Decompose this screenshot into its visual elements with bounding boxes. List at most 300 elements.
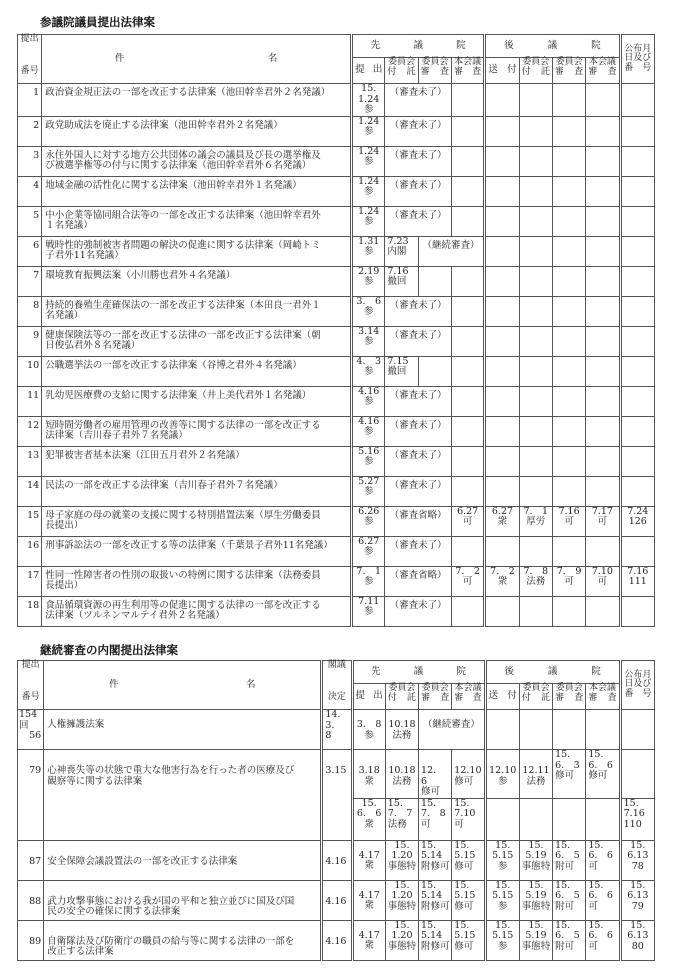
committee-review-2 <box>552 326 585 356</box>
committee-review-2-line: 可 <box>564 516 574 527</box>
header-bill-name <box>42 35 352 84</box>
bill-row <box>18 146 655 176</box>
header-plenary-review <box>452 684 485 710</box>
header-char: 議 <box>547 665 558 677</box>
committee-review <box>419 880 452 920</box>
committee-referral-2 <box>519 840 552 880</box>
bill-number-value: 89 <box>29 935 42 947</box>
header-committee-refer-line: 委員会 <box>388 683 416 693</box>
header-promulgation <box>620 661 654 710</box>
submit-date-line: 参 <box>363 276 374 287</box>
bill-title-line: 犯罪被害者基本法案（江田五月君外２名発議） <box>45 449 245 461</box>
header-plenary-review-2-char: 査 <box>607 692 617 703</box>
bill-title-line: 民法の一部を改正する法律案（吉川春子君外７名発議） <box>45 479 283 491</box>
committee-review-2 <box>552 356 585 386</box>
plenary-review-2 <box>586 116 620 146</box>
bill-number <box>18 326 42 356</box>
bill-number <box>18 596 42 626</box>
send-date <box>485 566 519 596</box>
bill-number <box>18 536 42 566</box>
header-committee-review-char: 審 <box>420 66 430 77</box>
header-committee-refer-line: 委員会 <box>388 57 416 67</box>
plenary-review-2 <box>586 84 620 117</box>
header-first-house-label <box>354 41 482 52</box>
bill-title-line: 性同一性障害者の性別の取扱いの特例に関する法律案（法務委員 <box>45 569 321 581</box>
promulgation-line: 15. <box>630 839 646 851</box>
status-annotation: （審査未了） <box>385 146 452 176</box>
header-cabinet-decision <box>322 661 352 710</box>
header-submit-label <box>354 65 383 76</box>
committee-referral <box>385 266 418 296</box>
submit-date <box>352 84 385 117</box>
bill-title-line: 改正する法律案 <box>47 946 114 957</box>
bill-row <box>18 386 655 416</box>
header-name-char: 件 <box>114 52 125 64</box>
promulgation-line: 15. <box>630 919 646 931</box>
header-second-house-label <box>488 667 618 678</box>
bill-number <box>18 356 42 386</box>
submit-date-line: 参 <box>363 216 374 227</box>
cabinet-decision-date-line: 4.16 <box>325 935 347 947</box>
committee-review <box>419 920 452 960</box>
bill-title <box>42 326 352 356</box>
send-date-line: 7. 2 <box>490 565 515 577</box>
plenary-review-2 <box>586 326 620 356</box>
submit-date <box>352 296 385 326</box>
header-bill-no-top: 提出 <box>21 660 40 670</box>
plenary-review-2 <box>586 176 620 206</box>
bill-title-line: 法律案（吉川春子君外７名発議） <box>45 430 188 441</box>
status-annotation: （継続審査） <box>419 710 486 750</box>
committee-referral <box>385 710 418 750</box>
promulgation-line: 7.16 <box>627 565 649 577</box>
plenary-review <box>451 416 484 446</box>
promulgation <box>620 236 654 266</box>
bill-title <box>44 750 322 841</box>
cabinet-decision-date <box>322 920 352 960</box>
submit-date-line: 4.17 <box>358 929 380 941</box>
bill-title <box>42 506 352 536</box>
committee-review-line: 15. <box>421 919 437 931</box>
header-submit <box>352 684 385 710</box>
header-committee-review-2-line: 委員会 <box>555 683 583 693</box>
bill-title-line: 名発議） <box>45 310 84 321</box>
promulgation <box>620 710 654 750</box>
bill-title-line: 日俊弘君外８名発議） <box>45 340 141 351</box>
bill-title-line: 刑事訴訟法の一部を改正する等の法律案（千葉景子君外11名発議） <box>45 539 333 551</box>
header-plenary-review-2-char: 査 <box>607 66 617 77</box>
plenary-review-2-line: 可 <box>597 576 608 587</box>
bill-number <box>18 236 42 266</box>
plenary-review-2 <box>586 840 620 880</box>
bill-title-line: 長提出） <box>45 520 84 531</box>
plenary-review-line: 7. 2 <box>455 565 480 577</box>
committee-referral-2-line: 12.11 <box>522 765 550 776</box>
header-committee-refer-line <box>386 68 416 78</box>
send-date-line: 15. <box>495 839 511 851</box>
header-plenary-review-line: 本会議 <box>454 683 482 693</box>
bill-row <box>18 326 655 356</box>
bill-row <box>18 566 655 596</box>
header-bill-no <box>18 661 44 710</box>
submit-date-line: 参 <box>363 186 374 197</box>
header-char: 院 <box>591 39 601 51</box>
committee-review-2-line: 附可 <box>555 900 575 912</box>
plenary-review-2 <box>586 920 620 960</box>
plenary-review <box>451 506 484 536</box>
committee-referral-2-line: 7. 8 <box>523 565 549 577</box>
bill-session: 154回 <box>19 709 38 731</box>
promulgation <box>620 750 654 799</box>
header-char: 議 <box>413 665 424 677</box>
committee-referral-2 <box>519 536 552 566</box>
header-plenary-review <box>451 58 484 84</box>
header-committee-refer-line <box>387 694 417 704</box>
bill-number <box>18 476 42 506</box>
plenary-review-2-line: 15. <box>588 919 604 931</box>
bill-title-line: 短時間労働者の雇用管理の改善等に関する法律の一部を改正する <box>45 419 321 431</box>
submit-date <box>352 840 385 880</box>
status-annotation: （審査未了） <box>385 416 452 446</box>
submit-date-line: 5.27 <box>358 475 380 487</box>
bill-number <box>18 446 42 476</box>
committee-referral-2 <box>519 296 552 326</box>
header-plenary-review-char: 査 <box>472 692 482 703</box>
header-committee-refer-2-line <box>521 68 551 78</box>
committee-referral <box>385 920 418 960</box>
submit-date-line: 4.16 <box>358 385 380 397</box>
bill-number <box>18 146 42 176</box>
committee-referral-line: 7.16 <box>387 265 409 277</box>
promulgation <box>620 84 654 117</box>
header-char: 提 <box>355 690 366 702</box>
bill-title-line: 健康保険法等の一部を改正する法律の一部を改正する法律案（朝 <box>45 329 321 341</box>
send-date <box>485 840 519 880</box>
committee-review-2-line: 7. 9 <box>556 565 582 577</box>
committee-referral-line: 10.18 <box>388 765 416 776</box>
cabinet-decision-date-line: 3.15 <box>325 765 347 776</box>
header-committee-review-char: 査 <box>440 692 450 703</box>
header-submit <box>352 58 385 84</box>
committee-review-2-line: 6. 3 <box>555 759 580 771</box>
bill-number-line: 1 <box>33 87 40 98</box>
header-committee-review-line <box>420 694 450 704</box>
promulgation <box>620 206 654 236</box>
plenary-review-2 <box>586 356 620 386</box>
plenary-review-line: 修可 <box>454 860 474 872</box>
committee-referral-line: 法務 <box>387 818 407 830</box>
promulgation <box>620 116 654 146</box>
submit-date <box>352 116 385 146</box>
promulgation <box>620 566 654 596</box>
bill-number <box>18 880 44 920</box>
header-committee-review-2-char: 審 <box>554 66 564 77</box>
committee-review-2 <box>552 476 585 506</box>
bill-title-line: 子君外11名発議） <box>45 250 124 261</box>
bill-row <box>18 596 655 626</box>
plenary-review <box>451 266 484 296</box>
send-date-line: 5.15 <box>492 930 514 941</box>
bill-number-value: 88 <box>29 895 42 907</box>
header-second-house <box>485 661 620 684</box>
committee-review-line: 15. <box>421 839 437 851</box>
plenary-review-line: 15. <box>454 839 470 851</box>
committee-review-line: 7. 8 <box>421 808 446 819</box>
committee-referral-line: 7.15 <box>387 355 409 367</box>
bill-title-line: 安全保障会議設置法の一部を改正する法律案 <box>47 855 238 867</box>
promulgation-line: 7.24 <box>627 505 649 517</box>
plenary-review <box>451 476 484 506</box>
send-date <box>485 536 519 566</box>
plenary-review-2 <box>586 536 620 566</box>
cabinet-bills-table <box>17 660 655 961</box>
committee-review-2 <box>552 146 585 176</box>
status-annotation: （審査未了） <box>385 596 452 626</box>
header-committee-refer <box>385 684 418 710</box>
header-promulgation-line: 日及び <box>624 679 652 690</box>
submit-date-line: 参 <box>363 126 374 137</box>
bill-row <box>18 840 655 880</box>
committee-referral-2-line: 法務 <box>526 775 546 787</box>
header-row <box>18 661 655 684</box>
submit-date <box>352 206 385 236</box>
committee-referral-2 <box>519 416 552 446</box>
bill-title-line: 永住外国人に対する地方公共団体の議会の議員及び長の選挙権及 <box>45 149 321 161</box>
committee-review-2 <box>552 296 585 326</box>
header-first-house-label <box>355 667 483 678</box>
committee-referral-line: 撤回 <box>387 276 407 287</box>
header-committee-refer-2-char: 託 <box>541 692 551 703</box>
plenary-review-2 <box>586 296 620 326</box>
header-plenary-review-line <box>453 68 482 78</box>
committee-review-2 <box>552 566 585 596</box>
send-date <box>485 476 519 506</box>
header-plenary-review-2-char: 審 <box>588 692 598 703</box>
committee-referral-line: 法務 <box>392 775 412 787</box>
header-char: 送 <box>488 64 498 76</box>
header-committee-refer-char: 付 <box>387 66 397 77</box>
header-committee-refer-2-char: 付 <box>521 692 531 703</box>
send-date <box>485 506 519 536</box>
send-date <box>485 266 519 296</box>
plenary-review-2-line: 可 <box>597 516 608 527</box>
send-date <box>485 296 519 326</box>
committee-review <box>419 798 452 840</box>
status-annotation: （審査未了） <box>385 476 452 506</box>
submit-date-line: 参 <box>363 366 374 377</box>
plenary-review-line: 6.27 <box>457 505 479 517</box>
header-second-house-label <box>487 41 617 52</box>
committee-referral-2-line: 5.19 <box>525 930 547 941</box>
committee-referral-2 <box>519 920 552 960</box>
committee-referral-2-line: 法務 <box>526 576 546 587</box>
header-committee-refer-char: 託 <box>407 692 417 703</box>
committee-review-2 <box>552 446 585 476</box>
header-committee-refer-2-line <box>521 694 551 704</box>
header-char: 議 <box>547 39 558 51</box>
committee-referral-line: 撤回 <box>387 366 407 377</box>
committee-referral-2 <box>519 326 552 356</box>
header-committee-review <box>418 58 451 84</box>
plenary-review-line: 7.10 <box>454 808 476 819</box>
header-char: 院 <box>591 665 601 677</box>
plenary-review <box>452 840 485 880</box>
committee-referral-line: 7. 7 <box>387 808 413 819</box>
header-committee-refer <box>385 58 418 84</box>
bill-title <box>42 416 352 446</box>
promulgation <box>620 296 654 326</box>
bill-title-line: 政治資金規正法の一部を改正する法律案（池田幹幸君外２名発議） <box>45 87 331 98</box>
submit-date <box>352 146 385 176</box>
cabinet-decision-date <box>322 880 352 920</box>
plenary-review-line: 可 <box>462 516 473 527</box>
header-cabinet-top: 閣議 <box>327 660 346 670</box>
committee-review-line: 5.14 <box>421 930 443 941</box>
header-plenary-review-2-line <box>587 694 617 704</box>
header-submit-label <box>355 691 384 702</box>
bill-title <box>42 146 352 176</box>
promulgation <box>620 416 654 446</box>
committee-referral-2 <box>519 84 552 117</box>
committee-review-2 <box>552 236 585 266</box>
promulgation <box>620 446 654 476</box>
header-send-label <box>488 691 518 702</box>
status-annotation: （継続審査） <box>418 236 485 266</box>
bill-number-line: 8 <box>33 299 40 311</box>
submit-date-line: 衆 <box>364 818 374 830</box>
committee-review-2-line: 6. 5 <box>555 890 580 901</box>
header-committee-review-2 <box>553 684 586 710</box>
plenary-review-2-line: 15. <box>588 879 604 891</box>
status-annotation: （審査未了） <box>385 84 452 117</box>
committee-referral-2 <box>519 880 552 920</box>
promulgation <box>620 798 654 840</box>
bill-number-line: 12 <box>27 419 40 431</box>
header-plenary-review-2-line <box>587 68 617 78</box>
bill-title-line: 人権擁護法案 <box>47 719 105 730</box>
status-annotation: （審査未了） <box>385 386 452 416</box>
submit-date-line: 3.18 <box>358 765 380 776</box>
bill-number-line: 15 <box>27 509 40 521</box>
committee-review-line: 5.14 <box>421 850 443 861</box>
submit-date-line: 1.24 <box>358 115 380 127</box>
bill-title <box>42 386 352 416</box>
submit-date <box>352 236 385 266</box>
promulgation <box>620 266 654 296</box>
header-send <box>485 58 519 84</box>
bill-title-line: 武力攻撃事態における我が国の平和と独立並びに国及び国 <box>47 895 295 907</box>
promulgation <box>620 326 654 356</box>
bill-title-line: び被選挙権等の付与に関する法律案（池田幹幸君外６名発議） <box>45 160 312 171</box>
send-date-line: 12.10 <box>489 765 517 776</box>
submit-date-line: 4.17 <box>358 849 380 861</box>
submit-date-line: 4. 3 <box>356 355 382 367</box>
send-date <box>485 116 519 146</box>
plenary-review-2 <box>586 596 620 626</box>
plenary-review-2 <box>586 416 620 446</box>
committee-referral <box>385 750 418 799</box>
committee-review-2 <box>552 416 585 446</box>
bill-number <box>18 920 44 960</box>
bill-number <box>18 206 42 236</box>
submit-date-line: 参 <box>363 246 374 257</box>
senate-bills-table <box>17 34 655 627</box>
submit-date <box>352 476 385 506</box>
status-annotation: （審査未了） <box>385 206 452 236</box>
committee-referral-line: 法務 <box>392 729 412 741</box>
plenary-review-2-line: 修可 <box>588 770 608 781</box>
plenary-review <box>451 446 484 476</box>
submit-date <box>352 750 385 799</box>
plenary-review <box>451 386 484 416</box>
submit-date-line: 1.31 <box>358 235 380 247</box>
bill-row <box>18 920 655 960</box>
committee-review-2-line: 15. <box>555 879 571 891</box>
submit-date <box>352 386 385 416</box>
header-promulgation-line: 公布月 <box>624 43 652 54</box>
plenary-review <box>451 146 484 176</box>
committee-referral-line: 15. <box>394 839 410 851</box>
committee-referral-2-line: 厚労 <box>526 516 546 527</box>
submit-date-line: 参 <box>363 306 374 317</box>
bill-number <box>18 386 42 416</box>
status-annotation: （審査省略） <box>385 506 452 536</box>
bill-title <box>42 116 352 146</box>
send-date <box>485 236 519 266</box>
committee-referral-2 <box>519 236 552 266</box>
committee-referral-line: 7.23 <box>387 235 409 247</box>
promulgation <box>620 506 654 536</box>
bill-title <box>42 206 352 236</box>
header-name-char: 名 <box>246 678 256 690</box>
bill-title-line: 中小企業等協同組合法等の一部を改正する法律案（池田幹幸君外 <box>45 209 321 221</box>
send-date <box>485 880 519 920</box>
header-committee-review-char: 審 <box>421 692 431 703</box>
send-date <box>485 206 519 236</box>
bill-title-line: １名発議） <box>45 220 93 231</box>
submit-date-line: 3.14 <box>358 325 380 337</box>
bill-row <box>18 176 655 206</box>
plenary-review-2-line: 15. <box>588 749 604 760</box>
header-committee-review-line <box>420 68 450 78</box>
committee-review-line: 15. <box>421 879 437 891</box>
submit-date-line: 衆 <box>364 860 374 871</box>
header-char: 先 <box>370 39 381 51</box>
plenary-review-line: 15. <box>454 797 470 809</box>
bill-row <box>18 506 655 536</box>
submit-date <box>352 176 385 206</box>
header-plenary-review-2-line: 本会議 <box>588 683 616 693</box>
bill-title-line: 政党助成法を廃止する法律案（池田幹幸君外２名発議） <box>45 119 283 131</box>
header-committee-refer-char: 付 <box>387 692 397 703</box>
bill-number <box>18 750 44 841</box>
committee-referral-2 <box>519 356 552 386</box>
send-date-line: 衆 <box>497 516 508 527</box>
send-date-line: 15. <box>495 879 511 891</box>
bill-number-line: 14 <box>27 479 40 491</box>
committee-review-2-line: 15. <box>555 919 571 931</box>
plenary-review-2-line: 可 <box>588 940 598 952</box>
submit-date-line: 1.24 <box>358 145 380 157</box>
bill-number <box>18 416 42 446</box>
submit-date <box>352 326 385 356</box>
bill-row <box>18 206 655 236</box>
bill-row <box>18 416 655 446</box>
submit-date <box>352 920 385 960</box>
committee-review-2-line: 15. <box>555 749 571 760</box>
header-name-char: 名 <box>267 52 278 64</box>
header-bill-no-bottom: 番号 <box>21 691 40 702</box>
